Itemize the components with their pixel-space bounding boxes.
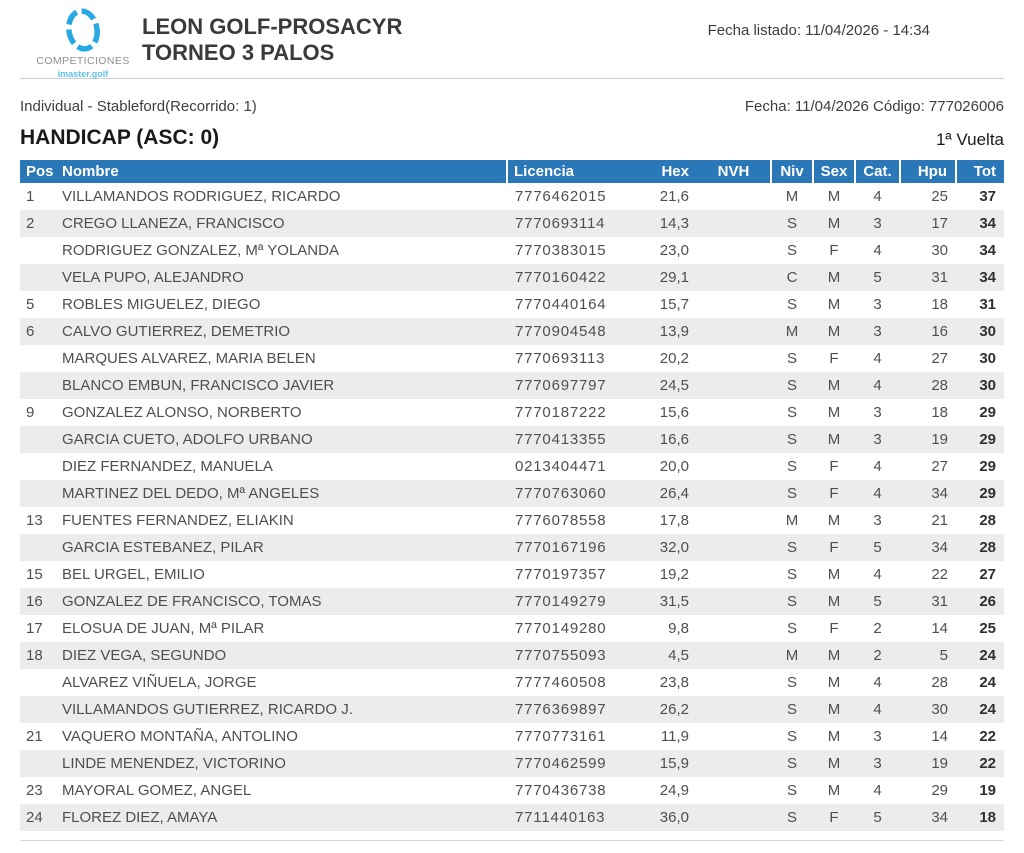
col-header-sex: Sex (813, 160, 855, 183)
cell-licencia: 7770149280 (515, 620, 607, 637)
cell-tot: 22 (979, 728, 996, 745)
col-header-niv: Niv (771, 160, 813, 183)
cell-nvh (697, 588, 771, 615)
cell-sex: F (829, 458, 839, 475)
cell-licencia: 7777460508 (515, 674, 607, 691)
cell-niv: S (786, 782, 797, 799)
cell-sex: F (829, 350, 839, 367)
cell-hex: 31,5 (659, 593, 689, 610)
cell-tot: 27 (979, 566, 996, 583)
cell-cat: 3 (873, 404, 882, 421)
cell-licencia: 7770197357 (515, 566, 607, 583)
cell-hex: 21,6 (659, 188, 689, 205)
cell-sex: M (827, 647, 841, 664)
cell-licencia: 7770697797 (515, 377, 607, 394)
cell-nombre: VAQUERO MONTAÑA, ANTOLINO (62, 728, 298, 745)
cell-cat: 3 (873, 215, 882, 232)
cell-hex: 26,2 (659, 701, 689, 718)
cell-tot: 30 (979, 323, 996, 340)
cell-cat: 5 (873, 593, 882, 610)
cell-sex: M (827, 593, 841, 610)
cell-hex: 15,6 (659, 404, 689, 421)
cell-tot: 28 (979, 539, 996, 556)
cell-hpu: 28 (931, 377, 948, 394)
cell-nombre: GONZALEZ DE FRANCISCO, TOMAS (62, 593, 322, 610)
cell-niv: S (786, 593, 797, 610)
cell-tot: 28 (979, 512, 996, 529)
cell-niv: S (786, 755, 797, 772)
cell-hpu: 16 (931, 323, 948, 340)
cell-licencia: 7770440164 (515, 296, 607, 313)
cell-hex: 15,9 (659, 755, 689, 772)
cell-hpu: 29 (931, 782, 948, 799)
cell-hpu: 17 (931, 215, 948, 232)
cell-nvh (697, 453, 771, 480)
cell-nombre: FLOREZ DIEZ, AMAYA (62, 809, 218, 826)
cell-hpu: 34 (931, 485, 948, 502)
cell-cat: 3 (873, 431, 882, 448)
cell-pos: 23 (26, 782, 43, 799)
cell-hpu: 34 (931, 539, 948, 556)
cell-hex: 17,8 (659, 512, 689, 529)
cell-hex: 16,6 (659, 431, 689, 448)
cell-licencia: 7770436738 (515, 782, 607, 799)
cell-hpu: 5 (939, 647, 948, 664)
cell-nombre: DIEZ VEGA, SEGUNDO (62, 647, 227, 664)
cell-hex: 29,1 (659, 269, 689, 286)
table-row (20, 588, 1004, 615)
table-row (20, 372, 1004, 399)
table-row (20, 426, 1004, 453)
cell-hpu: 22 (931, 566, 948, 583)
competiciones-logo (23, 6, 143, 79)
cell-pos (20, 669, 56, 696)
cell-pos: 15 (26, 566, 43, 583)
cell-licencia: 7776078558 (515, 512, 607, 529)
cell-cat: 5 (873, 539, 882, 556)
cell-pos: 13 (26, 512, 43, 529)
cell-tot: 30 (979, 350, 996, 367)
cell-tot: 24 (979, 701, 996, 718)
results-table (20, 160, 1004, 831)
cell-niv: S (786, 242, 797, 259)
cell-pos: 17 (26, 620, 43, 637)
cell-hpu: 14 (931, 728, 948, 745)
cell-pos: 16 (26, 593, 43, 610)
round-label: 1ª Vuelta (935, 130, 1004, 149)
cell-sex: M (827, 701, 841, 718)
section-row (20, 126, 1004, 150)
cell-hex: 9,8 (668, 620, 689, 637)
cell-pos (20, 237, 56, 264)
cell-hpu: 18 (931, 404, 948, 421)
cell-hex: 11,9 (660, 728, 689, 745)
cell-pos (20, 696, 56, 723)
cell-hpu: 19 (931, 755, 948, 772)
cell-hex: 24,9 (659, 782, 689, 799)
classification-title: HANDICAP (ASC: 0) (20, 126, 220, 149)
cell-hex: 13,9 (659, 323, 689, 340)
cell-nombre: CALVO GUTIERREZ, DEMETRIO (62, 323, 291, 340)
meta-row (20, 98, 1004, 115)
cell-licencia: 7770413355 (515, 431, 607, 448)
cell-sex: M (827, 431, 841, 448)
cell-hex: 23,0 (659, 242, 689, 259)
cell-nvh (697, 723, 771, 750)
cell-nvh (697, 291, 771, 318)
col-header-cat: Cat. (855, 160, 900, 183)
cell-nombre: ELOSUA DE JUAN, Mª PILAR (62, 620, 265, 637)
cell-tot: 24 (979, 674, 996, 691)
cell-hpu: 28 (931, 674, 948, 691)
cell-licencia: 0213404471 (515, 458, 607, 475)
cell-nvh (697, 372, 771, 399)
cell-licencia: 7770693113 (515, 350, 606, 367)
table-row (20, 237, 1004, 264)
col-header-hex: Hex (635, 160, 697, 183)
cell-nvh (697, 399, 771, 426)
table-row (20, 399, 1004, 426)
cell-pos (20, 750, 56, 777)
table-row (20, 291, 1004, 318)
cell-pos: 6 (26, 323, 35, 340)
cell-cat: 5 (873, 269, 882, 286)
cell-nombre: GARCIA CUETO, ADOLFO URBANO (62, 431, 313, 448)
cell-niv: S (786, 701, 797, 718)
cell-pos (20, 345, 56, 372)
table-row (20, 183, 1004, 210)
cell-sex: M (827, 269, 841, 286)
cell-hpu: 27 (931, 350, 948, 367)
col-header-tot: Tot (956, 160, 1004, 183)
cell-hex: 4,5 (668, 647, 689, 664)
table-row (20, 750, 1004, 777)
table-row (20, 804, 1004, 831)
cell-niv: S (786, 485, 797, 502)
cell-licencia: 7770693114 (515, 215, 606, 232)
col-header-licencia: Licencia (507, 160, 635, 183)
cell-nvh (697, 237, 771, 264)
cell-nombre: GONZALEZ ALONSO, NORBERTO (62, 404, 302, 421)
cell-sex: M (827, 674, 841, 691)
cell-pos: 9 (26, 404, 35, 421)
cell-hpu: 31 (931, 269, 948, 286)
cell-hex: 24,5 (659, 377, 689, 394)
cell-nombre: BEL URGEL, EMILIO (62, 566, 205, 583)
table-row (20, 480, 1004, 507)
cell-niv: S (786, 350, 797, 367)
cell-nombre: VILLAMANDOS RODRIGUEZ, RICARDO (62, 188, 341, 205)
cell-niv: M (785, 512, 799, 529)
cell-licencia: 7711440163 (515, 809, 606, 826)
cell-sex: M (827, 782, 841, 799)
cell-tot: 29 (979, 431, 996, 448)
cell-tot: 34 (979, 242, 996, 259)
cell-licencia: 7770167196 (515, 539, 607, 556)
cell-nvh (697, 264, 771, 291)
cell-niv: S (786, 674, 797, 691)
cell-nvh (697, 183, 771, 210)
col-header-nvh: NVH (697, 160, 771, 183)
cell-licencia: 7770773161 (515, 728, 607, 745)
cell-pos: 1 (26, 188, 35, 205)
cell-hex: 26,4 (659, 485, 689, 502)
cell-tot: 29 (979, 458, 996, 475)
table-row (20, 264, 1004, 291)
cell-pos: 24 (26, 809, 43, 826)
cell-sex: M (827, 755, 841, 772)
cell-niv: S (786, 404, 797, 421)
cell-hex: 14,3 (659, 215, 689, 232)
cell-niv: S (786, 728, 797, 745)
cell-hex: 20,2 (659, 350, 689, 367)
cell-nombre: MAYORAL GOMEZ, ANGEL (62, 782, 252, 799)
cell-hpu: 27 (931, 458, 948, 475)
logo-sub-text: imaster.golf (57, 69, 109, 79)
table-row (20, 534, 1004, 561)
col-header-nombre: Nombre (56, 160, 507, 183)
cell-pos (20, 372, 56, 399)
cell-sex: F (829, 539, 839, 556)
cell-licencia: 7770160422 (515, 269, 607, 286)
bottom-divider (20, 840, 1004, 841)
cell-hpu: 21 (931, 512, 948, 529)
cell-nombre: VILLAMANDOS GUTIERREZ, RICARDO J. (62, 701, 353, 718)
cell-sex: M (827, 215, 841, 232)
cell-niv: M (785, 188, 799, 205)
cell-nombre: DIEZ FERNANDEZ, MANUELA (62, 458, 273, 475)
cell-pos: 5 (26, 296, 35, 313)
cell-cat: 4 (873, 674, 882, 691)
table-row (20, 696, 1004, 723)
cell-hex: 23,8 (659, 674, 689, 691)
cell-licencia: 7770383015 (515, 242, 607, 259)
cell-sex: F (829, 242, 839, 259)
col-header-hpu: Hpu (900, 160, 956, 183)
cell-hpu: 18 (931, 296, 948, 313)
results-table-body (20, 183, 1004, 831)
cell-hpu: 31 (931, 593, 948, 610)
title-block (142, 14, 402, 66)
cell-tot: 30 (979, 377, 996, 394)
cell-tot: 25 (979, 620, 996, 637)
cell-nvh (697, 642, 771, 669)
cell-hpu: 14 (931, 620, 948, 637)
cell-tot: 22 (979, 755, 996, 772)
cell-licencia: 7770149279 (515, 593, 607, 610)
cell-tot: 19 (979, 782, 996, 799)
table-row (20, 210, 1004, 237)
cell-nvh (697, 777, 771, 804)
cell-cat: 3 (873, 296, 882, 313)
cell-sex: M (827, 404, 841, 421)
cell-nvh (697, 561, 771, 588)
cell-licencia: 7770187222 (515, 404, 607, 421)
cell-licencia: 7770462599 (515, 755, 607, 772)
cell-nombre: MARQUES ALVAREZ, MARIA BELEN (62, 350, 316, 367)
cell-tot: 31 (979, 296, 996, 313)
date-and-code: Fecha: 11/04/2026 Código: 777026006 (744, 98, 1004, 115)
cell-licencia: 7776369897 (515, 701, 607, 718)
cell-hex: 32,0 (659, 539, 689, 556)
cell-tot: 18 (979, 809, 996, 826)
cell-niv: S (786, 539, 797, 556)
competition-format: Individual - Stableford(Recorrido: 1) (20, 98, 257, 115)
table-row (20, 507, 1004, 534)
cell-niv: C (786, 269, 798, 286)
cell-cat: 4 (873, 377, 882, 394)
table-row (20, 723, 1004, 750)
table-row (20, 561, 1004, 588)
cell-nvh (697, 210, 771, 237)
cell-cat: 4 (873, 458, 882, 475)
cell-nombre: VELA PUPO, ALEJANDRO (62, 269, 244, 286)
cell-nvh (697, 750, 771, 777)
cell-tot: 29 (979, 404, 996, 421)
cell-niv: S (786, 809, 797, 826)
table-row (20, 453, 1004, 480)
cell-nvh (697, 318, 771, 345)
club-name: LEON GOLF-PROSACYR (142, 14, 403, 39)
cell-hpu: 19 (931, 431, 948, 448)
cell-nvh (697, 804, 771, 831)
col-header-pos: Pos (20, 160, 56, 183)
cell-licencia: 7770755093 (515, 647, 607, 664)
cell-pos (20, 264, 56, 291)
table-row (20, 615, 1004, 642)
cell-cat: 2 (873, 647, 882, 664)
cell-niv: S (786, 566, 797, 583)
cell-cat: 5 (873, 809, 882, 826)
listed-date: Fecha listado: 11/04/2026 - 14:34 (707, 22, 930, 39)
cell-hex: 20,0 (659, 458, 689, 475)
tournament-name: TORNEO 3 PALOS (142, 40, 335, 65)
cell-hex: 15,7 (659, 296, 689, 313)
golf-ball-ring-icon (61, 6, 105, 54)
cell-cat: 4 (873, 782, 882, 799)
table-row (20, 642, 1004, 669)
table-row (20, 318, 1004, 345)
cell-tot: 26 (979, 593, 996, 610)
cell-sex: M (827, 296, 841, 313)
cell-niv: S (786, 296, 797, 313)
cell-nvh (697, 534, 771, 561)
cell-hpu: 30 (931, 242, 948, 259)
cell-hpu: 30 (931, 701, 948, 718)
cell-pos (20, 534, 56, 561)
cell-nombre: RODRIGUEZ GONZALEZ, Mª YOLANDA (62, 242, 339, 259)
cell-niv: S (786, 431, 797, 448)
cell-nvh (697, 480, 771, 507)
table-header-row (20, 160, 1004, 183)
cell-tot: 29 (979, 485, 996, 502)
cell-licencia: 7770763060 (515, 485, 607, 502)
cell-sex: M (827, 728, 841, 745)
cell-cat: 3 (873, 323, 882, 340)
cell-pos: 2 (26, 215, 35, 232)
cell-sex: F (829, 485, 839, 502)
cell-niv: M (785, 323, 799, 340)
cell-cat: 4 (873, 242, 882, 259)
cell-pos (20, 453, 56, 480)
cell-cat: 3 (873, 755, 882, 772)
cell-pos: 18 (26, 647, 43, 664)
cell-nombre: ROBLES MIGUELEZ, DIEGO (62, 296, 261, 313)
cell-cat: 4 (873, 188, 882, 205)
cell-pos: 21 (26, 728, 43, 745)
cell-nvh (697, 696, 771, 723)
cell-cat: 4 (873, 350, 882, 367)
cell-cat: 3 (873, 512, 882, 529)
cell-hex: 19,2 (659, 566, 689, 583)
cell-sex: M (827, 377, 841, 394)
cell-sex: F (829, 620, 839, 637)
cell-pos (20, 480, 56, 507)
cell-cat: 4 (873, 566, 882, 583)
cell-nombre: MARTINEZ DEL DEDO, Mª ANGELES (62, 485, 320, 502)
cell-cat: 2 (873, 620, 882, 637)
cell-nombre: CREGO LLANEZA, FRANCISCO (62, 215, 285, 232)
table-row (20, 669, 1004, 696)
cell-niv: S (786, 458, 797, 475)
cell-nombre: FUENTES FERNANDEZ, ELIAKIN (62, 512, 294, 529)
cell-niv: M (785, 647, 799, 664)
cell-sex: F (829, 809, 839, 826)
cell-tot: 37 (979, 188, 996, 205)
cell-licencia: 7776462015 (515, 188, 607, 205)
cell-sex: M (827, 566, 841, 583)
cell-nombre: BLANCO EMBUN, FRANCISCO JAVIER (62, 377, 335, 394)
cell-nvh (697, 615, 771, 642)
cell-niv: S (786, 377, 797, 394)
cell-cat: 4 (873, 485, 882, 502)
cell-niv: S (786, 620, 797, 637)
cell-niv: S (786, 215, 797, 232)
page-header (20, 0, 1004, 79)
cell-hpu: 34 (931, 809, 948, 826)
cell-tot: 34 (979, 215, 996, 232)
cell-nombre: ALVAREZ VIÑUELA, JORGE (62, 674, 257, 691)
cell-sex: M (827, 512, 841, 529)
cell-hex: 36,0 (659, 809, 689, 826)
cell-nvh (697, 669, 771, 696)
table-row (20, 345, 1004, 372)
cell-tot: 24 (979, 647, 996, 664)
logo-brand-text: COMPETICIONES (36, 55, 130, 67)
cell-sex: M (827, 323, 841, 340)
cell-hpu: 25 (931, 188, 948, 205)
table-row (20, 777, 1004, 804)
cell-tot: 34 (979, 269, 996, 286)
cell-nvh (697, 426, 771, 453)
cell-nvh (697, 345, 771, 372)
cell-licencia: 7770904548 (515, 323, 607, 340)
cell-pos (20, 426, 56, 453)
cell-nvh (697, 507, 771, 534)
cell-cat: 3 (873, 728, 882, 745)
cell-nombre: LINDE MENENDEZ, VICTORINO (62, 755, 286, 772)
cell-sex: M (827, 188, 841, 205)
cell-nombre: GARCIA ESTEBANEZ, PILAR (62, 539, 264, 556)
cell-cat: 4 (873, 701, 882, 718)
